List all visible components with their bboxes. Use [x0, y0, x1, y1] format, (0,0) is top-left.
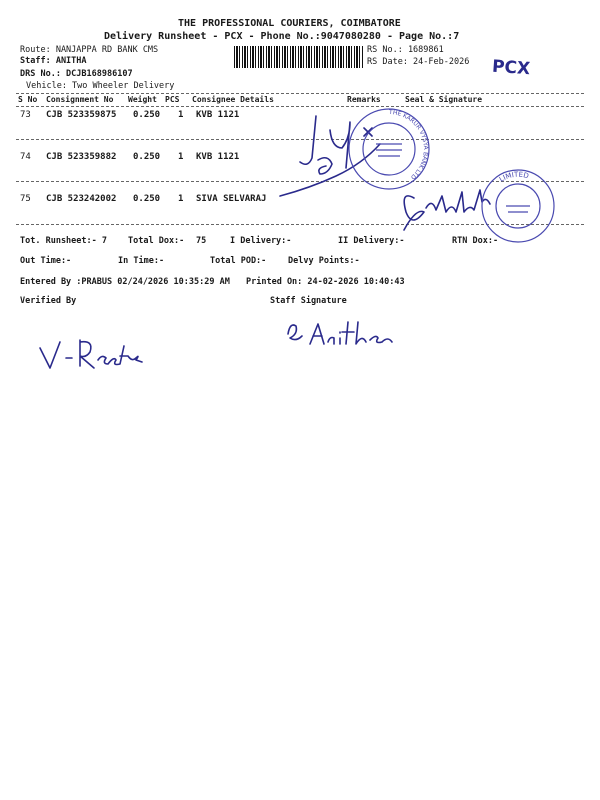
bank-stamp-text: THE KARUR VYSYA BANK LTD: [388, 108, 429, 181]
i-delivery: I Delivery:-: [230, 236, 292, 246]
col-remarks: Remarks: [347, 95, 381, 104]
svg-text:LIMITED: [498, 171, 530, 184]
col-seal: Seal & Signature: [405, 95, 483, 104]
verifier-signature: [36, 330, 146, 380]
row-consignment: CJB 523359875: [46, 110, 117, 120]
rtn-dox: RTN Dox:-: [452, 236, 499, 246]
entered-by: Entered By :PRABUS 02/24/2026 10:35:29 AM: [20, 277, 230, 287]
in-time: In Time:-: [118, 256, 165, 266]
total-runsheet: Tot. Runsheet:- 7: [20, 236, 107, 246]
drs-number: DRS No.: DCJB168986107: [20, 69, 133, 79]
total-dox-count: 75: [196, 236, 207, 246]
company-title: THE PROFESSIONAL COURIERS, COIMBATORE: [178, 18, 401, 29]
svg-text:THE KARUR VYSYA BANK LTD: [388, 109, 429, 181]
col-weight: Weight: [128, 95, 157, 104]
out-time: Out Time:-: [20, 256, 72, 266]
printed-on: Printed On: 24-02-2026 10:40:43: [246, 277, 405, 287]
row-weight: 0.250: [133, 110, 161, 120]
runsheet-subtitle: Delivery Runsheet - PCX - Phone No.:9047080280 - Page No.:7: [104, 31, 460, 42]
staff-signature: [284, 314, 404, 354]
col-consignment: Consignment No: [46, 95, 114, 104]
row-consignee: SIVA SELVARAJ: [196, 194, 267, 204]
staff-label: Staff: ANITHA: [20, 56, 87, 66]
row-weight: 0.250: [133, 194, 161, 204]
row-sno: 74: [20, 152, 31, 162]
vehicle-label: Vehicle: Two Wheeler Delivery: [26, 81, 175, 91]
staff-signature-label: Staff Signature: [270, 296, 347, 306]
rs-date: RS Date: 24-Feb-2026: [367, 57, 470, 67]
col-sno: S No: [18, 95, 38, 104]
col-pcs: PCS: [165, 95, 180, 104]
row-sno: 73: [20, 110, 31, 120]
handwritten-pcx: PCX: [491, 56, 531, 80]
row-pcs: 1: [178, 152, 184, 162]
row-consignee: KVB 1121: [196, 152, 240, 162]
delvy-points: Delvy Points:-: [288, 256, 360, 266]
total-pod: Total POD:-: [210, 256, 267, 266]
row-pcs: 1: [178, 110, 184, 120]
verified-by-label: Verified By: [20, 296, 77, 306]
route-label: Route: NANJAPPA RD BANK CMS: [20, 45, 159, 55]
total-dox-label: Total Dox:-: [128, 236, 185, 246]
ii-delivery: II Delivery:-: [338, 236, 405, 246]
barcode: [234, 46, 364, 68]
header-rule-bottom: [16, 106, 584, 107]
row-pcs: 1: [178, 194, 184, 204]
col-consignee: Consignee Details: [192, 95, 274, 104]
row-sno: 75: [20, 194, 31, 204]
rs-number: RS No.: 1689861: [367, 45, 444, 55]
limited-stamp-text: LIMITED: [497, 170, 530, 184]
row-consignment: CJB 523359882: [46, 152, 117, 162]
limited-stamp: [478, 166, 558, 246]
header-rule-top: [16, 93, 584, 94]
row-consignment: CJB 523242002: [46, 194, 117, 204]
row-weight: 0.250: [133, 152, 161, 162]
row-consignee: KVB 1121: [196, 110, 240, 120]
